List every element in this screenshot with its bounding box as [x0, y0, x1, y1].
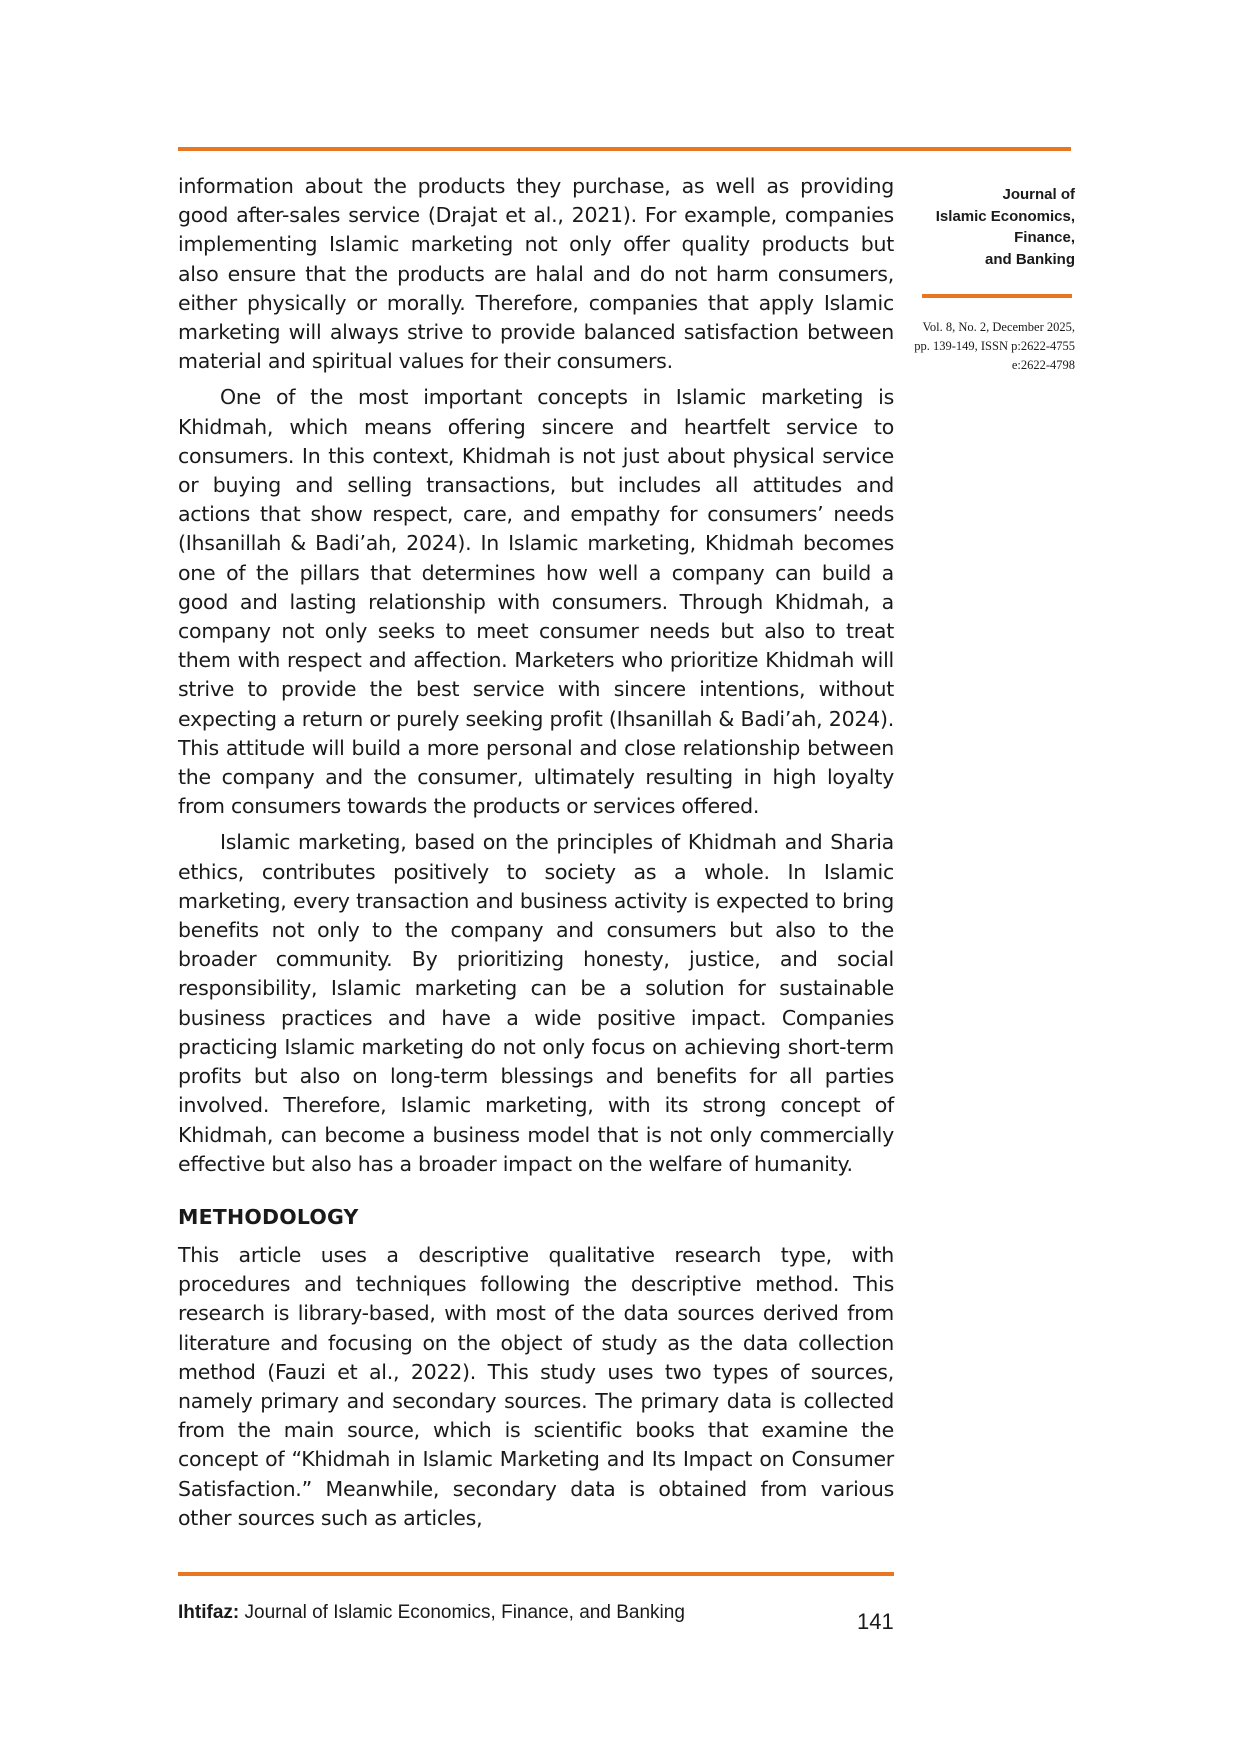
journal-name-line-1: Journal of — [1002, 186, 1075, 203]
body-paragraph-1: information about the products they purchase, as well as providing good after-sales service (Drajat et al., 2021). For example, companies implementing Islamic marketing not only offer quality products but also ensure that the products are halal and do not harm consumers, either physically or morally. Therefore, companies that apply Islamic marketing will always strive to provide balanced satisfaction between material and spiritual values for their consumers. — [178, 174, 894, 374]
page-number: 141 — [857, 1609, 894, 1634]
footer-journal-short-name: Ihtifaz: — [178, 1602, 240, 1623]
journal-sidebar — [885, 184, 1075, 270]
volume-info-line-1: Vol. 8, No. 2, December 2025, — [922, 320, 1075, 334]
footer-journal-full-name: Journal of Islamic Economics, Finance, and Banking — [239, 1602, 685, 1623]
bottom-rule — [178, 1572, 894, 1576]
volume-info-line-2: pp. 139-149, ISSN p:2622-4755 — [914, 339, 1075, 353]
volume-info-line-3: e:2622-4798 — [1011, 358, 1075, 372]
body-paragraph-4: This article uses a descriptive qualitative research type, with procedures and techniques following the descriptive method. This research is library-based, with most of the data sources derived from literature and focusing on the object of study as the data collection method (Fauzi et al., 2022). This study uses two types of sources, namely primary and secondary sources. The primary data is collected from the main source, which is scientific books that examine the concept of “Khidmah in Islamic Marketing and Its Impact on Consumer Satisfaction.” Meanwhile, secondary data is obtained from various other sources such as articles, — [178, 1242, 894, 1530]
journal-name-line-2: Islamic Economics, — [935, 207, 1075, 225]
section-heading-methodology: METHODOLOGY — [178, 1204, 359, 1229]
body-paragraph-2: One of the most important concepts in Islamic marketing is Khidmah, which means offering sincere and heartfelt service to consumers. In this context, Khidmah is not just about physical service or buying and selling transactions, but includes all attitudes and actions that show respect, care, and empathy for consumers’ needs (Ihsanillah & Badi’ah, 2024). In Islamic marketing, Khidmah becomes one of the pillars that determines how well a company can build a good and lasting relationship with consumers. Through Khidmah, a company not only seeks to meet consumer needs but also to treat them with respect and affection. Marketers who prioritize Khidmah will strive to provide the best service with sincere intentions, without expecting a return or purely seeking profit (Ihsanillah & Badi’ah, 2024). This attitude will build a more personal and close relationship between the company and the consumer, ultimately resulting in high loyalty from consumers towards the products or services offered. — [178, 385, 894, 819]
journal-name-line-4: and Banking — [984, 250, 1075, 268]
main-text-column — [178, 172, 894, 1540]
top-rule — [178, 147, 1071, 151]
journal-name-line-3: Finance, — [1014, 229, 1075, 246]
footer-journal-title — [178, 1601, 685, 1625]
volume-info — [880, 318, 1075, 375]
body-paragraph-3: Islamic marketing, based on the principles of Khidmah and Sharia ethics, contributes positively to society as a whole. In Islamic marketing, every transaction and business activity is expected to bring benefits not only to the company and consumers but also to the broader community. By prioritizing honesty, justice, and social responsibility, Islamic marketing can be a solution for sustainable business practices and have a wide positive impact. Companies practicing Islamic marketing do not only focus on achieving short-term profits but also on long-term blessings and benefits for all parties involved. Therefore, Islamic marketing, with its strong concept of Khidmah, can become a business model that is not only commercially effective but also has a broader impact on the welfare of humanity. — [178, 830, 894, 1176]
sidebar-rule — [922, 294, 1072, 298]
